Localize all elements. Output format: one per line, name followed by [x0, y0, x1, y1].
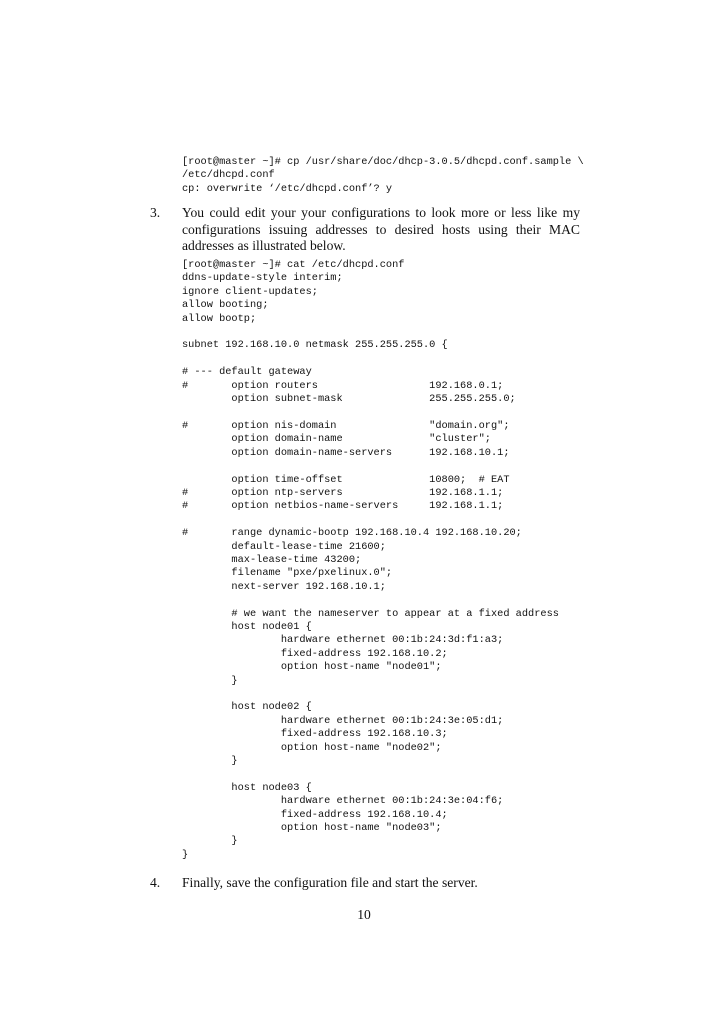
- list-item-text: You could edit your your configurations to look more or less like my configurations issuing addresses to desired hosts using their MAC addresses as illustrated below.: [182, 205, 580, 253]
- page-number: 10: [357, 907, 371, 922]
- list-item-number: 4.: [150, 875, 161, 890]
- list-item-number: 3.: [150, 205, 161, 220]
- list-item-step-3: [150, 205, 580, 255]
- code-block-cp-command: [root@master ~]# cp /usr/share/doc/dhcp-3.0.5/dhcpd.conf.sample \ /etc/dhcpd.conf cp: overwrite ‘/etc/dhcpd.conf’? y: [182, 156, 584, 195]
- list-item-step-4: [150, 875, 580, 892]
- code-block-dhcpd-conf: [root@master ~]# cat /etc/dhcpd.conf ddns-update-style interim; ignore client-updates; allow booting; allow bootp; subnet 192.168.10.0 netmask 255.255.255.0 { # --- default gateway # option routers 192.168.0.1; option subnet-mask 255.255.255.0; # option nis-domain "domain.org"; option domain-name "cluster"; option domain-name-servers 192.168.10.1; option time-offset 10800; # EAT # option ntp-servers 192.168.1.1; # option netbios-name-servers 192.168.1.1; # range dynamic-bootp 192.168.10.4 192.168.10.20; default-lease-time 21600; max-lease-time 43200; filename "pxe/pxelinux.0"; next-server 192.168.10.1; # we want the nameserver to appear at a fixed address host node01 { hardware ethernet 00:1b:24:3d:f1:a3; fixed-address 192.168.10.2; option host-name "node01"; } host node02 { hardware ethernet 00:1b:24:3e:05:d1; fixed-address 192.168.10.3; option host-name "node02"; } host node03 { hardware ethernet 00:1b:24:3e:04:f6; fixed-address 192.168.10.4; option host-name "node03"; } }: [182, 259, 559, 861]
- list-item-text: Finally, save the configuration file and start the server.: [182, 875, 478, 890]
